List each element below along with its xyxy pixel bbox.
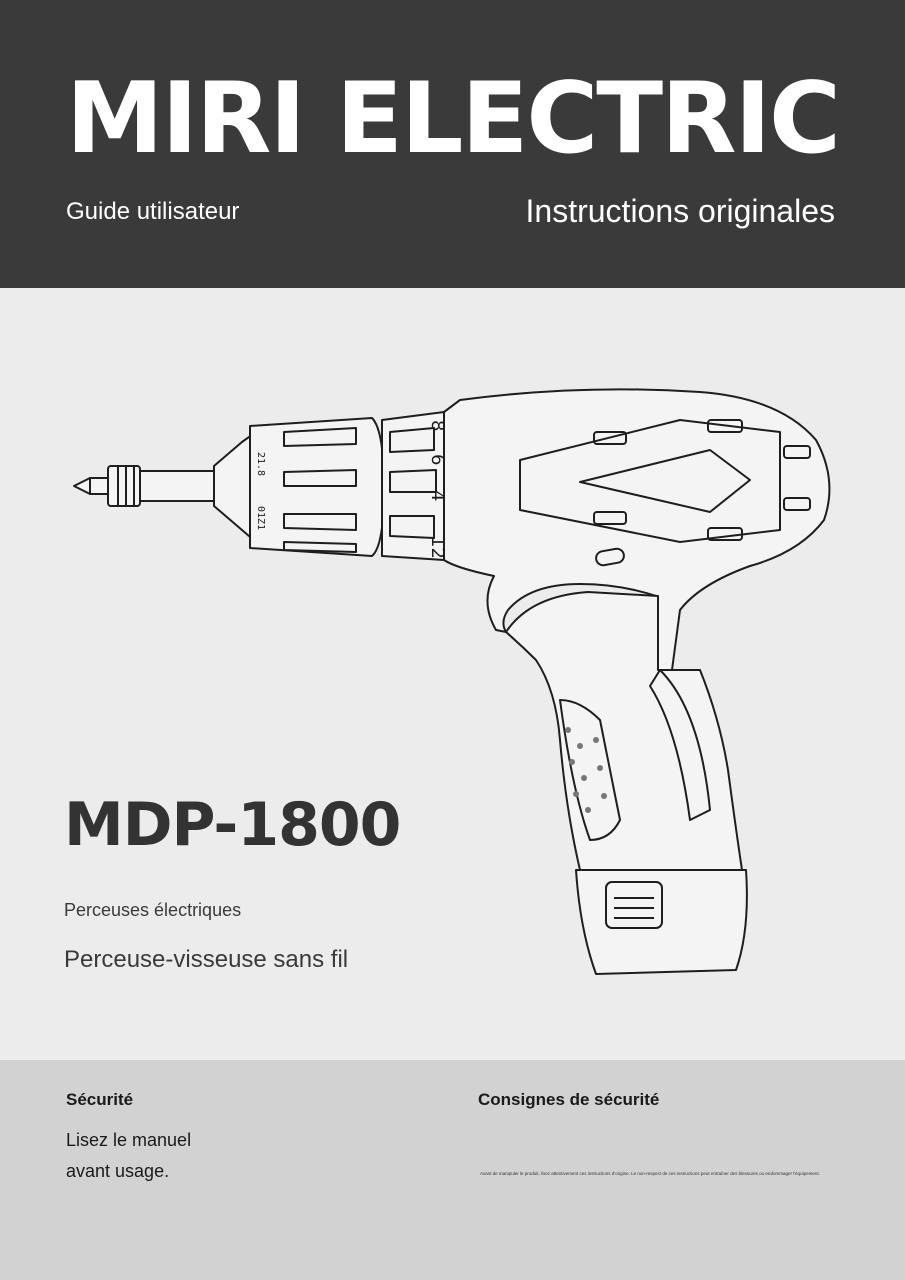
instructions-label: Instructions originales xyxy=(525,193,835,229)
guide-label: Guide utilisateur xyxy=(66,198,240,225)
instructions-heading: Consignes de sécurité xyxy=(478,1090,660,1109)
model-number: MDP-1800 xyxy=(64,790,401,860)
brand-title: MIRI ELECTRIC xyxy=(66,62,839,176)
svg-text:01Z1: 01Z1 xyxy=(255,506,266,531)
instructions-text: Avant de manipuler le produit, lisez attentivement ces instructions d'origine. Le non-respect de ces instructions peut entraîner des blessures ou endommager l'équipement. xyxy=(480,1171,820,1176)
safety-line: Lisez le manuel xyxy=(66,1130,192,1150)
product-category: Perceuses électriques xyxy=(64,900,242,920)
dial-number: 6 xyxy=(427,454,448,466)
svg-text:21.8: 21.8 xyxy=(255,452,266,477)
drill-illustration xyxy=(60,370,840,990)
dial-number: 4 xyxy=(427,490,448,502)
product-name: Perceuse-visseuse sans fil xyxy=(64,946,349,973)
safety-line: avant usage. xyxy=(66,1161,170,1181)
cover-footer xyxy=(0,1060,905,1280)
safety-heading: Sécurité xyxy=(66,1090,134,1109)
dial-number: 12 xyxy=(427,536,448,559)
cover-header xyxy=(0,0,905,288)
dial-number: 8 xyxy=(427,420,448,432)
